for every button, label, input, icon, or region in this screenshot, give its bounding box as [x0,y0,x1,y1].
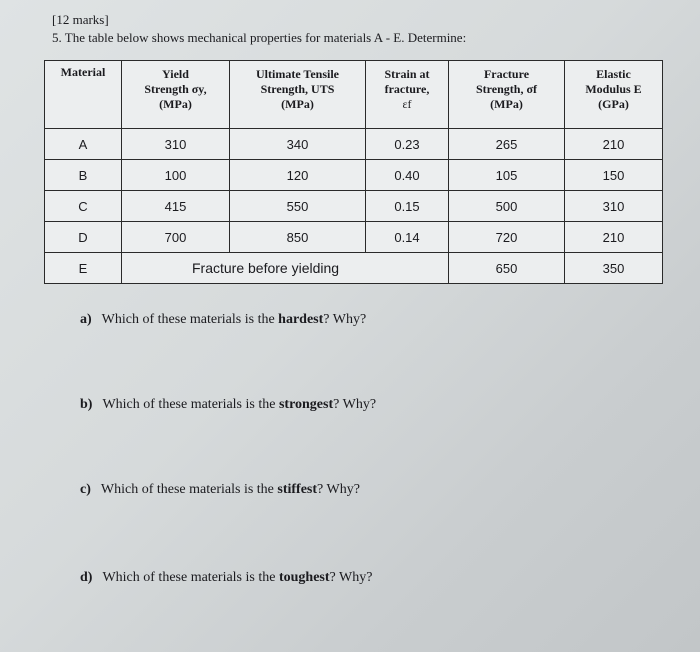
header-line: Ultimate Tensile [256,67,339,81]
fracture-before-yielding-note: Fracture before yielding [122,253,449,284]
question-text: ? Why? [329,570,373,585]
question-keyword: toughest [278,570,330,585]
modulus-cell: 210 [565,222,663,253]
table-row [45,160,663,191]
question-text: Which of these materials is the [101,312,279,327]
header-line: (MPa) [490,97,523,111]
material-cell: A [45,129,122,160]
question-label: a) [80,312,92,327]
header-line: Fracture [483,67,530,81]
question-text: Which of these materials is the [102,397,279,412]
strain-cell: 0.40 [366,160,449,191]
question-keyword: stiffest [277,482,318,497]
table-row [45,222,663,253]
strain-cell: 0.14 [366,222,449,253]
header-line: Strength σy, [144,82,207,96]
table-row [45,253,663,284]
yield-cell: 700 [122,222,230,253]
question-keyword: strongest [278,397,334,412]
table-header-row [45,61,663,129]
fracture-cell: 265 [449,129,565,160]
question-text: ? Why? [323,312,367,327]
fracture-cell: 500 [449,191,565,222]
question-text: Which of these materials is the [100,482,278,497]
header-line: εf [402,97,412,111]
material-cell: B [45,160,122,191]
header-line: (MPa) [159,97,192,111]
question-d [80,570,372,586]
header-material [45,61,122,129]
question-text: ? Why? [333,397,377,412]
uts-cell: 340 [230,129,366,160]
table-row [45,191,663,222]
table-row [45,129,663,160]
question-keyword: hardest [278,312,324,327]
modulus-cell: 210 [565,129,663,160]
header-uts [230,61,366,129]
material-cell: C [45,191,122,222]
header-line: (GPa) [598,97,629,111]
strain-cell: 0.23 [366,129,449,160]
header-elastic-modulus [565,61,663,129]
question-label: c) [80,482,91,497]
header-line: Strain at [384,67,430,81]
question-intro: 5. The table below shows mechanical properties for materials A - E. Determine: [52,30,467,45]
header-line: Material [60,65,106,79]
header-line: Strength, σf [476,82,537,96]
question-label: d) [80,570,93,585]
question-label: b) [80,397,93,412]
question-text: Which of these materials is the [102,570,279,585]
strain-cell: 0.15 [366,191,449,222]
uts-cell: 550 [230,191,366,222]
question-text: ? Why? [317,482,360,497]
header-line: fracture, [384,82,430,96]
header-line: Modulus E [585,82,642,96]
fracture-cell: 650 [449,253,565,284]
modulus-cell: 150 [565,160,663,191]
uts-cell: 850 [230,222,366,253]
material-cell: D [45,222,122,253]
question-a [80,312,366,328]
uts-cell: 120 [230,160,366,191]
header-yield-strength [122,61,230,129]
modulus-cell: 350 [565,253,663,284]
header-fracture-strength [449,61,565,129]
question-b [80,397,376,413]
header-line: Yield [162,67,189,81]
header-line: (MPa) [281,97,314,111]
header-line: Strength, UTS [260,82,335,96]
marks-label: [12 marks] [52,12,109,27]
fracture-cell: 105 [449,160,565,191]
modulus-cell: 310 [565,191,663,222]
yield-cell: 310 [122,129,230,160]
material-cell: E [45,253,122,284]
fracture-cell: 720 [449,222,565,253]
header-strain-at-fracture [366,61,449,129]
question-c [80,482,360,498]
yield-cell: 100 [122,160,230,191]
properties-table [44,60,663,284]
header-line: Elastic [596,67,631,81]
yield-cell: 415 [122,191,230,222]
